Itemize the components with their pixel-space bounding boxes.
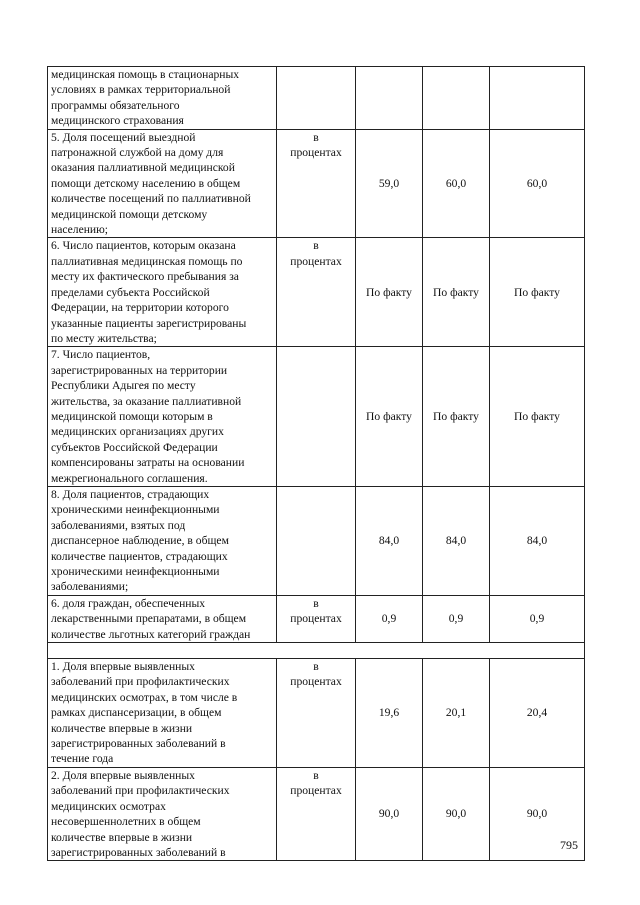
indicator-cell [48,67,277,130]
value-cell: 20,1 [423,659,490,768]
value-cell: 0,9 [490,595,585,642]
indicator-cell [48,347,277,487]
value-cell: 90,0 [356,767,423,860]
indicator-text: 5. Доля посещений выездной патронажной службой на дому для оказания паллиативной медицинской помощи детскому населению в общем количестве посещений по паллиативной медицинской помощи детскому населению; [51,130,251,237]
indicator-text: 8. Доля пациентов, страдающих хроническими неинфекционными заболеваниями, взятых под диспансерное наблюдение, в общем количестве пациентов, страдающих хроническими неинфекционными заболеваниями; [51,487,229,594]
unit-cell [277,486,356,595]
indicator-text: медицинская помощь в стационарных условиях в рамках территориальной программы обязательного медицинского страхования [51,68,240,128]
value-cell: 84,0 [356,486,423,595]
value-cell: По факту [423,238,490,347]
value-cell: По факту [356,347,423,487]
value-cell: 19,6 [356,659,423,768]
value-cell [423,67,490,130]
indicator-text: 7. Число пациентов, зарегистрированных на территории Республики Адыгея по месту жительства, за оказание паллиативной медицинской помощи которым в медицинских организациях других субъектов Российской Федерации компенсированы затраты на основании межрегионального соглашения. [51,348,245,485]
indicator-text: 1. Доля впервые выявленных заболеваний при профилактических медицинских осмотрах, в том числе в рамках диспансеризации, в общем количестве впервые в жизни зарегистрированных заболеваний в течение года [51,660,238,766]
indicator-cell [48,659,277,768]
value-cell: 0,9 [423,595,490,642]
table-row [48,238,585,347]
indicator-cell [48,238,277,347]
value-cell: 60,0 [423,129,490,238]
value-cell: По факту [356,238,423,347]
unit-cell [277,595,356,642]
indicator-cell [48,595,277,642]
value-cell: 20,4 [490,659,585,768]
value-cell: 84,0 [423,486,490,595]
value-cell: 90,0 [490,767,585,860]
unit-text: в процентах [290,239,342,268]
indicator-text: 6. доля граждан, обеспеченных лекарственными препаратами, в общем количестве льготных категорий граждан [51,596,251,641]
value-cell: 0,9 [356,595,423,642]
indicators-table [47,66,585,861]
table-row [48,486,585,595]
unit-cell [277,129,356,238]
value-cell: По факту [423,347,490,487]
indicator-cell [48,129,277,238]
value-cell [490,67,585,130]
indicator-cell [48,767,277,860]
table-row [48,129,585,238]
indicator-text: 6. Число пациентов, которым оказана паллиативная медицинская помощь по месту их фактического пребывания за пределами субъекта Российской Федерации, на территории которого указанные пациенты зарегистрированы по месту жительства; [51,239,247,345]
table-row [48,347,585,487]
unit-cell [277,659,356,768]
unit-text: в процентах [290,596,342,626]
table-row [48,659,585,768]
value-cell: 60,0 [490,129,585,238]
empty-row-cell [48,643,585,659]
unit-text: в процентах [290,130,342,160]
value-cell: 84,0 [490,486,585,595]
unit-cell [277,67,356,130]
unit-cell [277,238,356,347]
table-separator-row [48,643,585,659]
unit-cell [277,767,356,860]
unit-text: в процентах [290,660,342,689]
value-cell: По факту [490,238,585,347]
value-cell: По факту [490,347,585,487]
value-cell [356,67,423,130]
unit-text: в процентах [290,768,342,798]
table-row [48,67,585,130]
value-cell: 90,0 [423,767,490,860]
value-cell: 59,0 [356,129,423,238]
unit-cell [277,347,356,487]
indicator-cell [48,486,277,595]
indicator-text: 2. Доля впервые выявленных заболеваний при профилактических медицинских осмотрах несовершеннолетних в общем количестве впервые в жизни зарегистрированных заболеваний в [51,768,230,859]
table-row [48,595,585,642]
table-row [48,767,585,860]
page-number: 795 [560,838,578,852]
